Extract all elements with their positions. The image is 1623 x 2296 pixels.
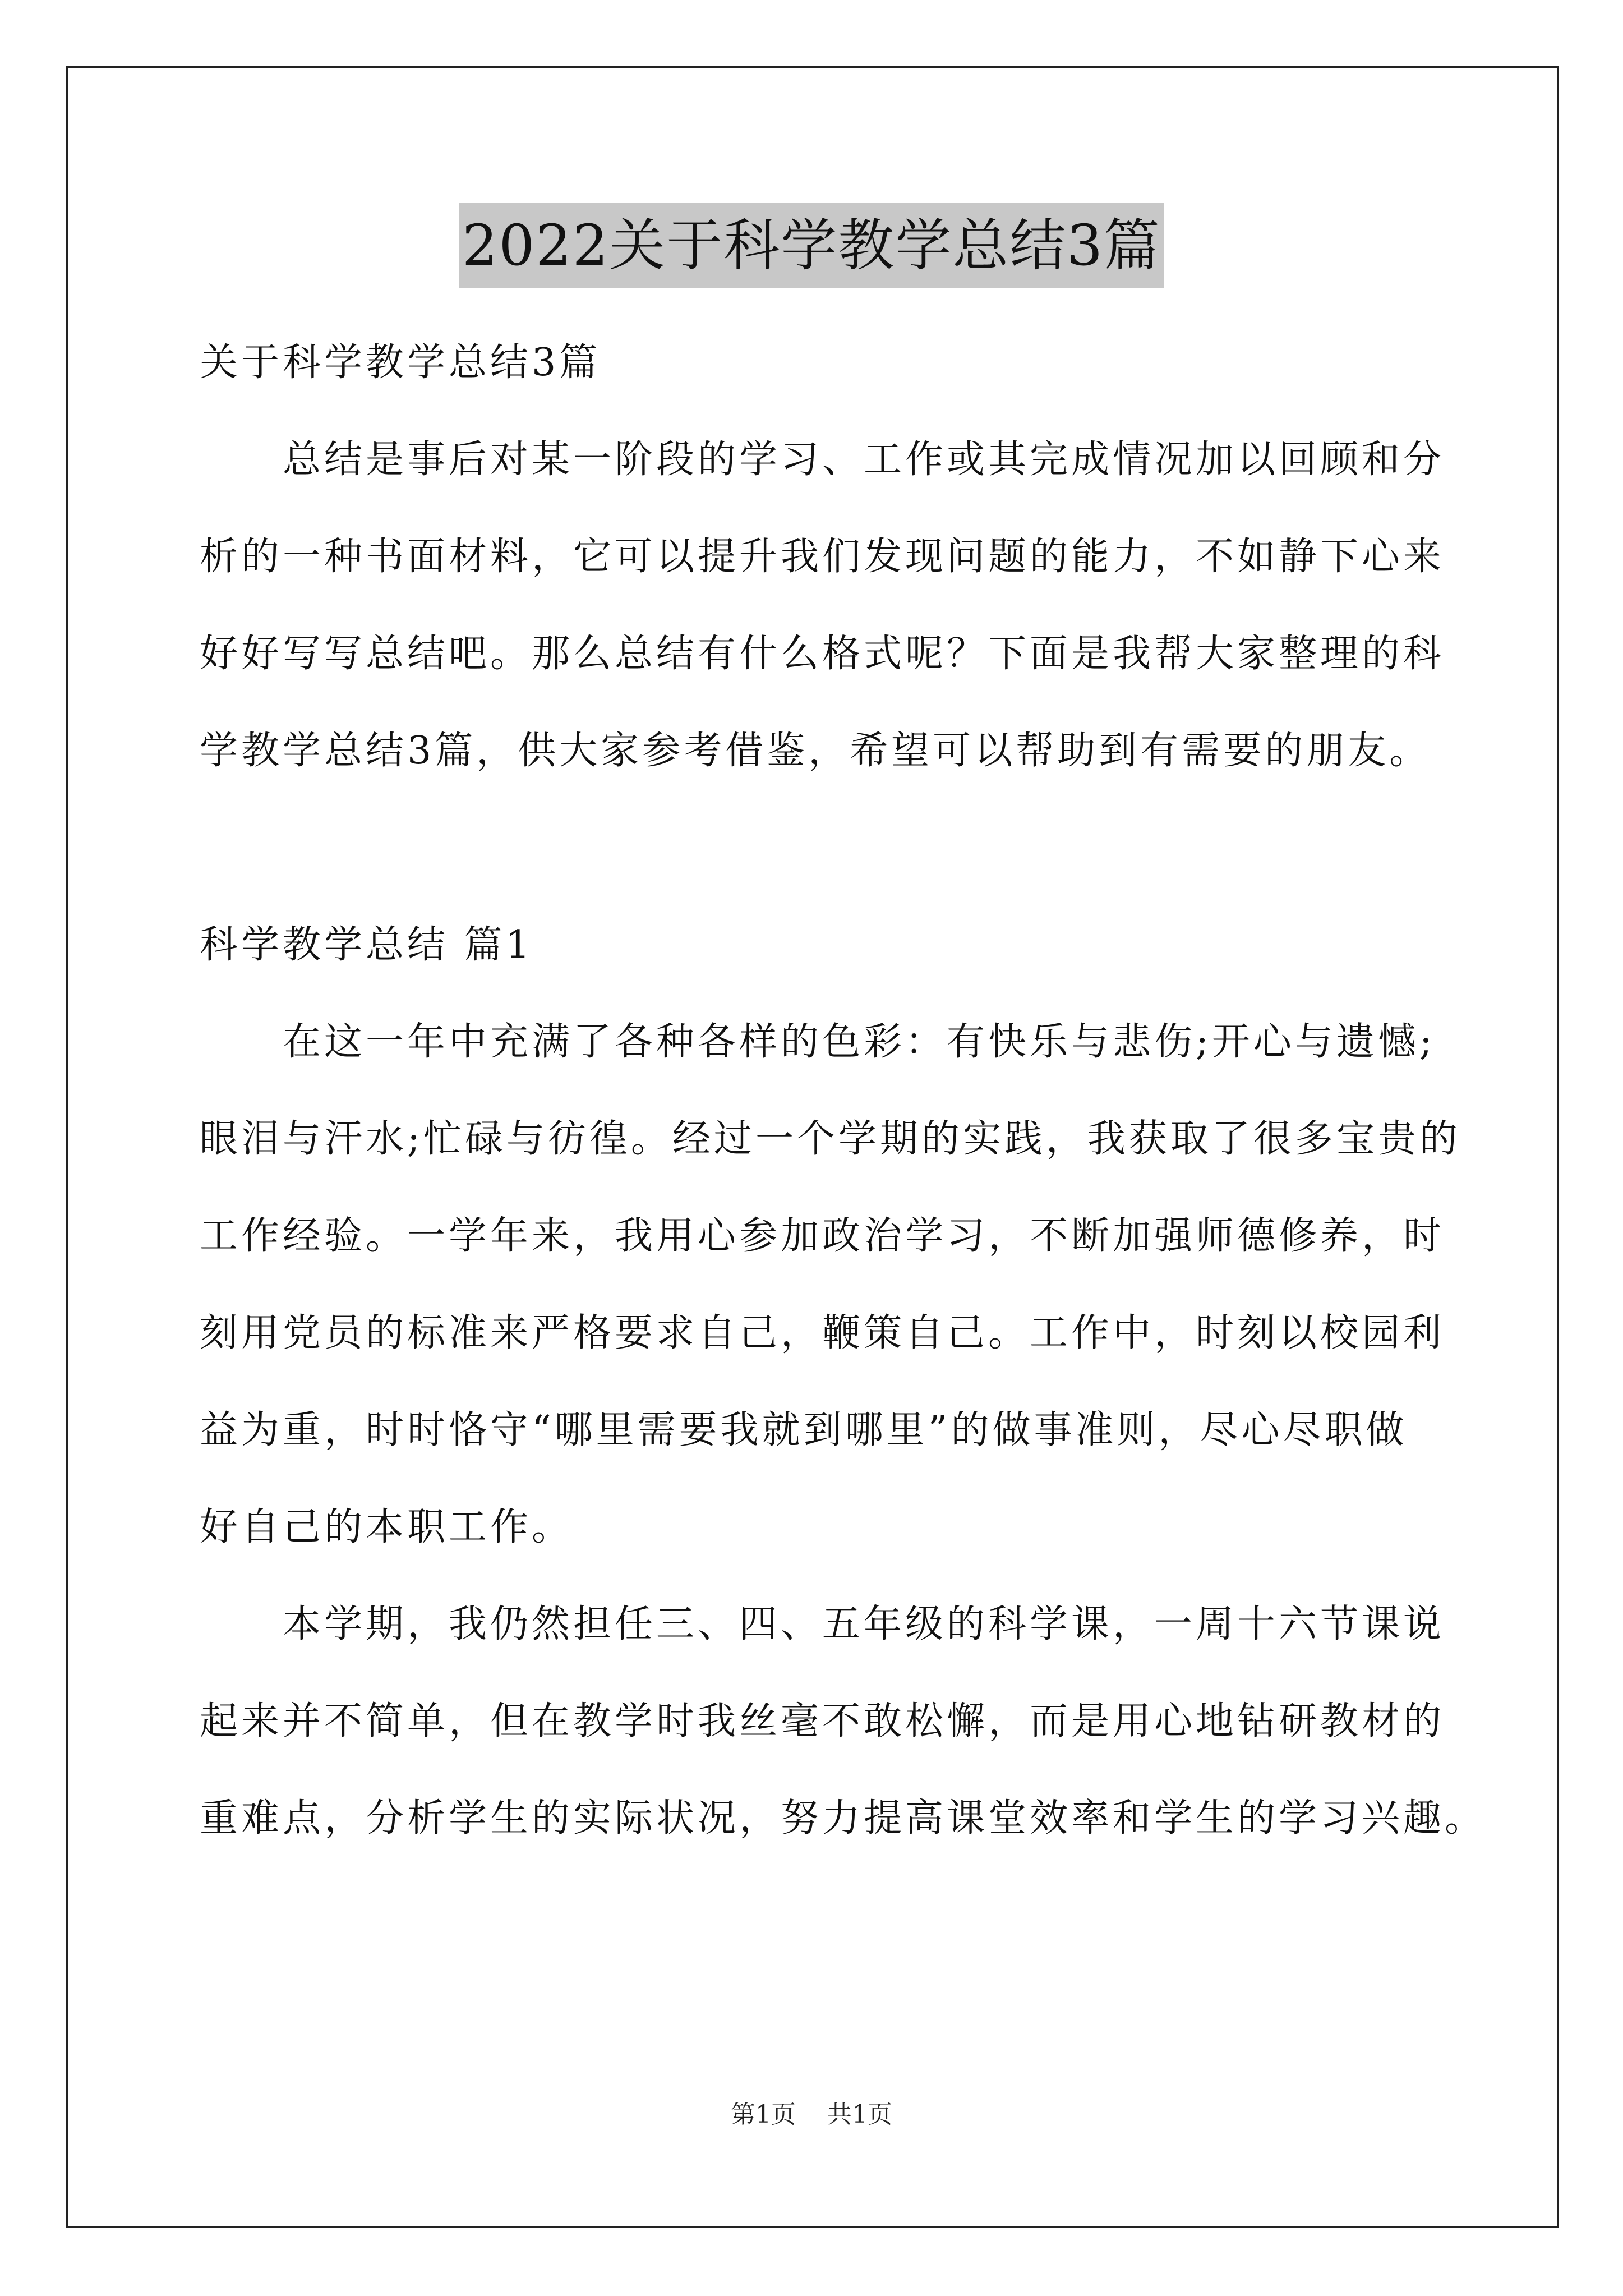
text-line: 起来并不简单，但在教学时我丝毫不敢松懈，而是用心地钻研教材的 (200, 1699, 1445, 1743)
text-line: 重难点，分析学生的实际状况，努力提高课堂效率和学生的学习兴趣。 (200, 1796, 1487, 1841)
text-line: 益为重，时时恪守“哪里需要我就到哪里”的做事准则，尽心尽职做 (200, 1408, 1408, 1452)
text-line: 本学期，我仍然担任三、四、五年级的科学课，一周十六节课说 (200, 1602, 1445, 1646)
text-line: 在这一年中充满了各种各样的色彩：有快乐与悲伤;开心与遗憾; (200, 1020, 1436, 1064)
text-line: 好好写写总结吧。那么总结有什么格式呢？下面是我帮大家整理的科 (200, 632, 1445, 676)
text-line: 总结是事后对某一阶段的学习、工作或其完成情况加以回顾和分 (200, 438, 1445, 482)
page-total: 共1页 (827, 2100, 892, 2129)
text-line: 析的一种书面材料，它可以提升我们发现问题的能力，不如静下心来 (200, 535, 1445, 579)
text-line: 工作经验。一学年来，我用心参加政治学习，不断加强师德修养，时 (200, 1214, 1445, 1258)
page-number: 第1页 (731, 2100, 796, 2129)
page-footer (0, 2098, 1623, 2132)
text-line: 学教学总结3篇，供大家参考借鉴，希望可以帮助到有需要的朋友。 (200, 729, 1431, 773)
title-wrap (0, 203, 1623, 288)
document-title: 2022关于科学教学总结3篇 (459, 203, 1164, 288)
document-body (200, 314, 1487, 1867)
section-heading: 科学教学总结 篇1 (200, 923, 533, 967)
text-line: 好自己的本职工作。 (200, 1505, 574, 1549)
text-line: 眼泪与汗水;忙碌与彷徨。经过一个学期的实践，我获取了很多宝贵的 (200, 1117, 1461, 1161)
text-line: 关于科学教学总结3篇 (200, 341, 601, 385)
text-line: 刻用党员的标准来严格要求自己，鞭策自己。工作中，时刻以校园利 (200, 1311, 1445, 1355)
blank-line (200, 799, 1433, 896)
